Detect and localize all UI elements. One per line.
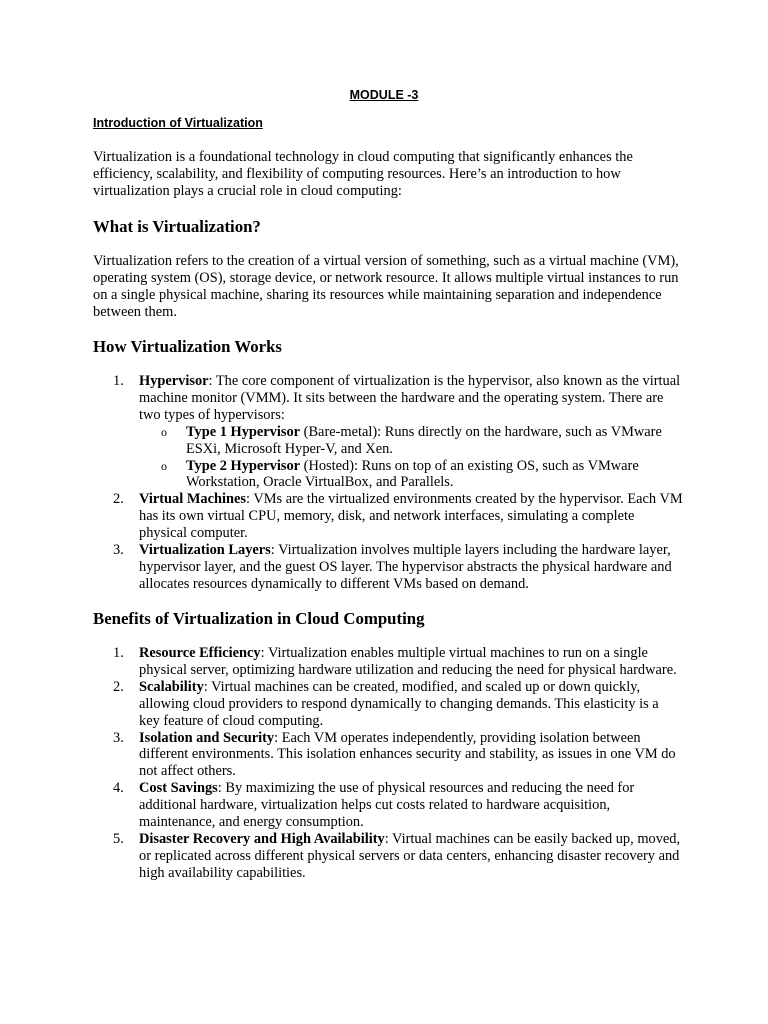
list-number: 1.: [113, 645, 124, 661]
list-term: Resource Efficiency: [139, 645, 261, 661]
list-text: : Virtualization enables multiple virtual machines to run on a single physical server, optimizing hardware utilization and reducing the need for physical hardware.: [139, 645, 677, 678]
list-item: [93, 373, 683, 491]
sub-list-item: [139, 424, 683, 458]
bullet-icon: o: [161, 424, 167, 439]
list-number: 4.: [113, 780, 124, 797]
benefits-section: [93, 609, 683, 629]
how-works-heading: How Virtualization Works: [93, 337, 282, 356]
how-works-list: [93, 373, 683, 593]
sub-term: Type 2 Hypervisor: [186, 457, 301, 474]
what-is-paragraph: Virtualization refers to the creation of a virtual version of something, such as a virtual machine (VM), operating system (OS), storage device, or network resource. It allows multiple virtual instances to run on a single physical machine, sharing its resources while maintaining separation and independence between them.: [93, 253, 679, 320]
list-term: Isolation and Security: [139, 729, 275, 746]
list-text: : The core component of virtualization is the hypervisor, also known as the virtual machine monitor (VMM). It sits between the hardware and the operating system. There are two types of hypervisors:: [139, 373, 681, 423]
list-text: : Virtual machines can be created, modified, and scaled up or down quickly, allowing cloud providers to respond dynamically to changing demands. This elasticity is a key feature of cloud computing.: [139, 678, 659, 729]
list-term: Virtual Machines: [139, 491, 246, 508]
benefits-heading: Benefits of Virtualization in Cloud Computing: [93, 609, 425, 628]
list-text: : Virtualization involves multiple layers including the hardware layer, hypervisor layer, and the guest OS layer. The hypervisor abstracts the physical hardware and allocates resources dynamically to different VMs based on demand.: [139, 542, 672, 592]
list-item: [93, 679, 683, 730]
sub-list-item: [139, 458, 683, 492]
list-text: : VMs are the virtualized environments created by the hypervisor. Each VM has its own virtual CPU, memory, disk, and network interfaces, simulating a complete physical computer.: [139, 491, 683, 542]
how-works-list-wrap: [93, 373, 683, 593]
list-item: [93, 542, 683, 593]
what-is-body: [93, 253, 683, 321]
list-text: : Each VM operates independently, providing isolation between different environments. This isolation enhances security and stability, as issues in one VM do not affect others.: [139, 729, 676, 780]
sub-term: Type 1 Hypervisor: [186, 423, 301, 440]
hypervisor-types-list: [139, 424, 683, 492]
intro-heading: Introduction of Virtualization: [93, 116, 263, 130]
list-item: [93, 645, 683, 679]
list-term: Cost Savings: [139, 780, 218, 797]
benefits-list: [93, 645, 683, 882]
sub-text: (Hosted): Runs on top of an existing OS, such as VMware Workstation, Oracle VirtualBox, and Parallels.: [186, 457, 639, 491]
list-number: 3.: [113, 729, 124, 746]
list-term: Disaster Recovery and High Availability: [139, 830, 385, 847]
bullet-icon: o: [161, 458, 167, 473]
list-number: 5.: [113, 830, 124, 847]
list-text: : Virtual machines can be easily backed up, moved, or replicated across different physical servers or data centers, enhancing disaster recovery and high availability capabilities.: [139, 830, 681, 881]
what-is-heading: What is Virtualization?: [93, 217, 261, 236]
what-is-section: [93, 217, 683, 237]
how-works-section: [93, 337, 683, 357]
list-number: 2.: [113, 491, 124, 508]
list-number: 3.: [113, 542, 124, 559]
list-item: [93, 831, 683, 882]
intro-paragraph: Virtualization is a foundational technology in cloud computing that significantly enhances the efficiency, scalability, and flexibility of computing resources. Here’s an introduction to how virtualization plays a crucial role in cloud computing:: [93, 149, 633, 199]
list-number: 2.: [113, 678, 124, 695]
list-text: : By maximizing the use of physical resources and reducing the need for additional hardware, virtualization helps cut costs related to hardware acquisition, maintenance, and energy consumption.: [139, 780, 635, 831]
list-term: Scalability: [139, 678, 204, 695]
list-item: [93, 780, 683, 831]
module-title: MODULE -3: [349, 88, 419, 102]
list-number: 1.: [113, 373, 124, 389]
list-term: Hypervisor: [139, 373, 209, 389]
benefits-list-wrap: [93, 645, 683, 882]
list-item: [93, 491, 683, 542]
sub-text: (Bare-metal): Runs directly on the hardware, such as VMware ESXi, Microsoft Hyper-V, and Xen.: [186, 423, 662, 457]
list-term: Virtualization Layers: [139, 542, 271, 559]
intro-section: [93, 149, 683, 200]
list-item: [93, 730, 683, 781]
